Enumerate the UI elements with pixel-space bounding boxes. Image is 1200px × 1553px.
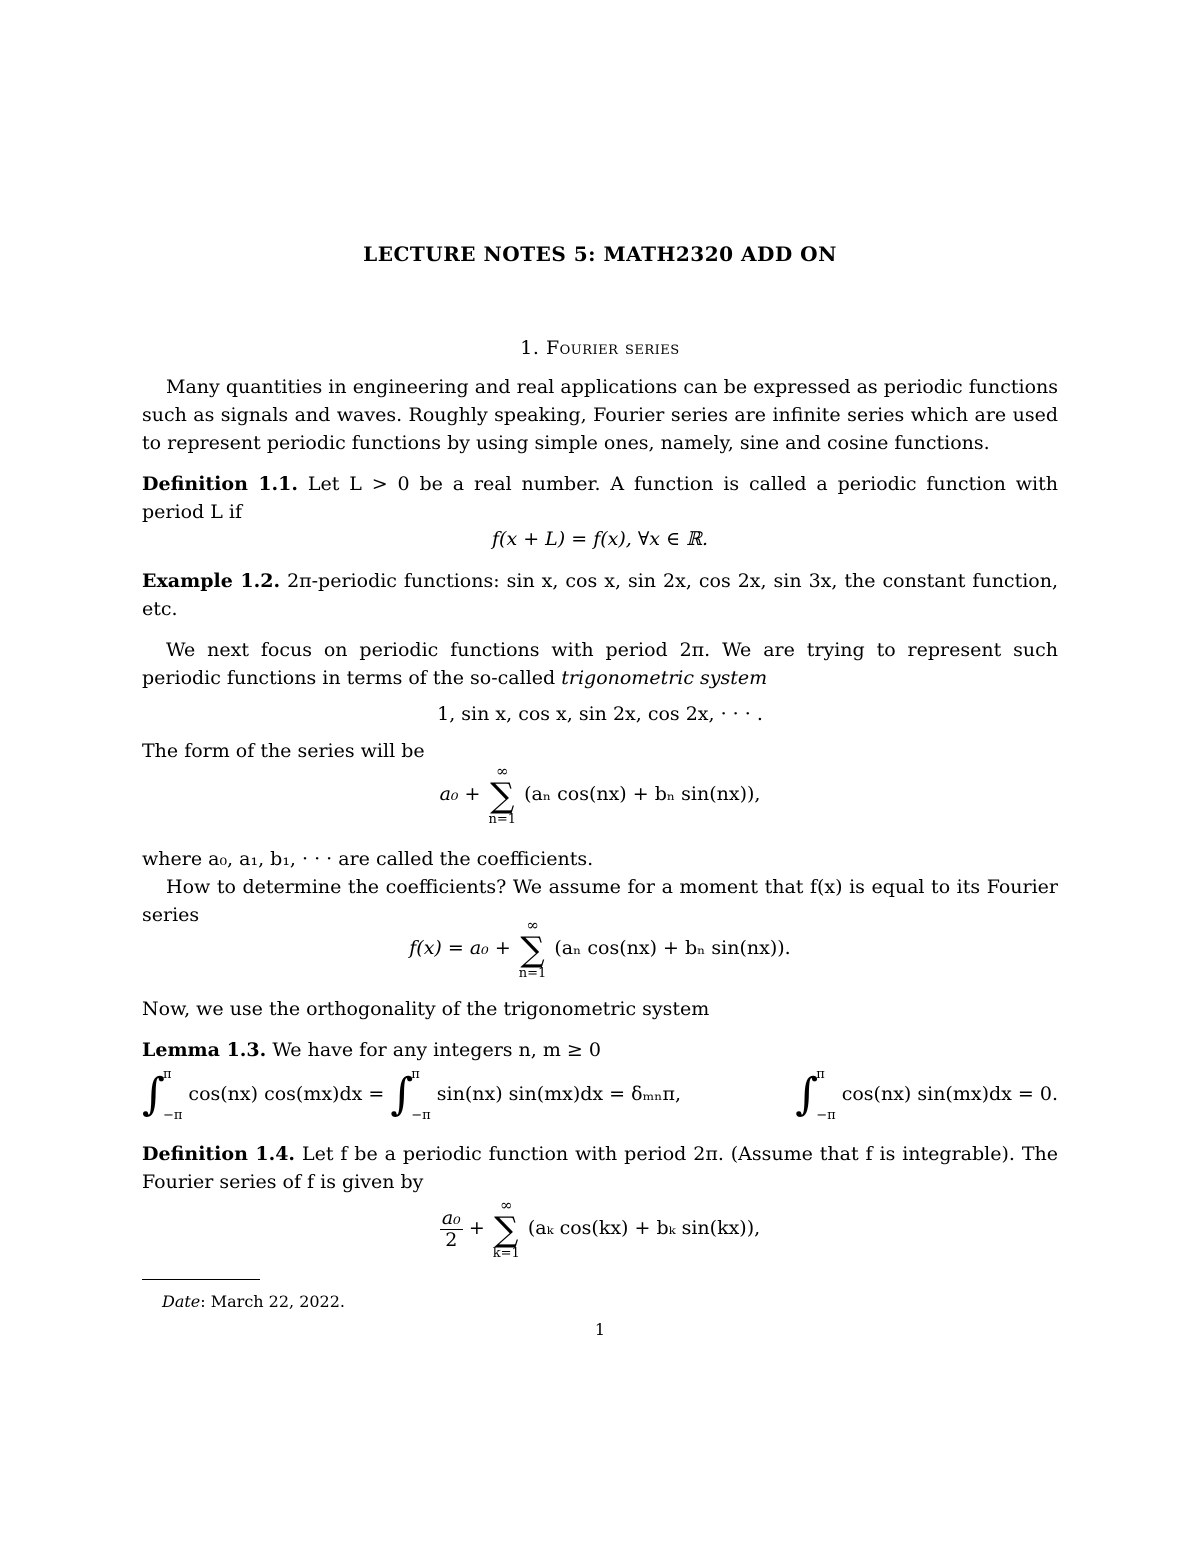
definition-text: Let f be a periodic function with period 2π. (Assume that f is integrable). The Fourier series of f is given by (142, 1143, 1058, 1193)
sum-lower: n=1 (488, 812, 517, 827)
example-text: 2π-periodic functions: sin x, cos x, sin 2x, cos 2x, sin 3x, the constant function, etc. (142, 570, 1058, 620)
example-1-2 (142, 567, 1058, 623)
orthogonality-integrals (142, 1068, 1058, 1122)
sum3-lower: k=1 (492, 1246, 520, 1261)
trig-system-formula: 1, sin x, cos x, sin 2x, cos 2x, · · · . (437, 703, 763, 725)
integral-part-1: cos(nx) cos(mx)dx = (188, 1083, 385, 1105)
fourier-series-formula (142, 1198, 1058, 1260)
fraction-numerator: a₀ (441, 1206, 461, 1229)
lemma-text: We have for any integers n, m ≥ 0 (272, 1039, 601, 1061)
integral-symbol (390, 1068, 430, 1122)
series2-lead: f(x) = a₀ + (409, 937, 511, 959)
integral-symbol (795, 1068, 835, 1122)
fourier-body: (aₖ cos(kx) + bₖ sin(kx)), (527, 1217, 761, 1239)
integral-icon: ∫ (795, 1069, 819, 1120)
integral-group-1 (142, 1068, 681, 1122)
sum2-lower: n=1 (518, 966, 547, 981)
footnote-divider (142, 1279, 260, 1280)
lemma-1-3 (142, 1036, 1058, 1064)
coefficients-text: where a₀, a₁, b₁, · · · are called the coefficients. (142, 848, 594, 870)
summation-symbol (489, 764, 517, 826)
periodic-formula: f(x + L) = f(x), ∀x ∈ ℝ. (492, 528, 708, 550)
definition-1-4 (142, 1140, 1058, 1196)
sigma-icon: ∑ (490, 776, 515, 816)
series-formula-2 (142, 918, 1058, 980)
plus-sign: + (468, 1217, 485, 1239)
series-body: (aₙ cos(nx) + bₙ sin(nx)), (524, 783, 761, 805)
section-heading: 1. Fourier series (520, 337, 680, 359)
integral-group-2 (795, 1068, 1058, 1122)
series-lead: a₀ + (439, 783, 481, 805)
lemma-label: Lemma 1.3. (142, 1039, 267, 1061)
example-label: Example 1.2. (142, 570, 281, 592)
integral-upper: π (162, 1067, 172, 1082)
orthogonality-text: Now, we use the orthogonality of the trigonometric system (142, 998, 710, 1020)
definition-text: Let L > 0 be a real number. A function is called a periodic function with period L if (142, 473, 1058, 523)
fraction-denominator: 2 (445, 1228, 458, 1251)
page-number: 1 (594, 1320, 606, 1339)
sum-upper: ∞ (496, 762, 509, 780)
summation-symbol-2 (519, 918, 547, 980)
definition-label: Definition 1.1. (142, 473, 299, 495)
footnote-text: : March 22, 2022. (200, 1292, 345, 1311)
form-intro: The form of the series will be (142, 740, 425, 762)
integral-symbol (142, 1068, 182, 1122)
intro-paragraph: Many quantities in engineering and real applications can be expressed as periodic functions such as signals and waves. Roughly speaking, Fourier series are infinite series which are used to represent periodic functions by using simple ones, namely, sine and cosine functions. (142, 376, 1058, 454)
integral-part-2: sin(nx) sin(mx)dx = δₘₙπ, (436, 1083, 681, 1105)
trigonometric-system-term: trigonometric system (561, 667, 768, 689)
footnote (162, 1292, 345, 1311)
series2-body: (aₙ cos(nx) + bₙ sin(nx)). (554, 937, 791, 959)
integral-lower: −π (162, 1108, 183, 1123)
focus-text: We next focus on periodic functions with period 2π. We are trying to represent such periodic functions in terms of the so-called (142, 639, 1058, 689)
footnote-label: Date (162, 1292, 201, 1311)
howto-paragraph: How to determine the coefficients? We assume for a moment that f(x) is equal to its Fourier series (142, 876, 1058, 926)
integral-part-3: cos(nx) sin(mx)dx = 0. (841, 1083, 1058, 1105)
integral-icon: ∫ (142, 1069, 165, 1120)
integral-lower: −π (816, 1108, 836, 1123)
sigma-icon: ∑ (494, 1210, 519, 1250)
sigma-icon: ∑ (520, 930, 545, 970)
series-formula-1 (142, 764, 1058, 826)
integral-lower: −π (411, 1108, 431, 1123)
integral-icon: ∫ (390, 1069, 414, 1120)
a0-over-2-fraction (440, 1208, 463, 1251)
focus-paragraph (142, 636, 1058, 692)
sum2-upper: ∞ (526, 916, 539, 934)
integral-upper: π (816, 1067, 825, 1082)
definition-1-1 (142, 470, 1058, 526)
sum3-upper: ∞ (500, 1196, 513, 1214)
page-title: LECTURE NOTES 5: MATH2320 ADD ON (363, 242, 837, 266)
integral-upper: π (411, 1067, 420, 1082)
summation-symbol-3 (493, 1198, 520, 1260)
definition-label: Definition 1.4. (142, 1143, 296, 1165)
